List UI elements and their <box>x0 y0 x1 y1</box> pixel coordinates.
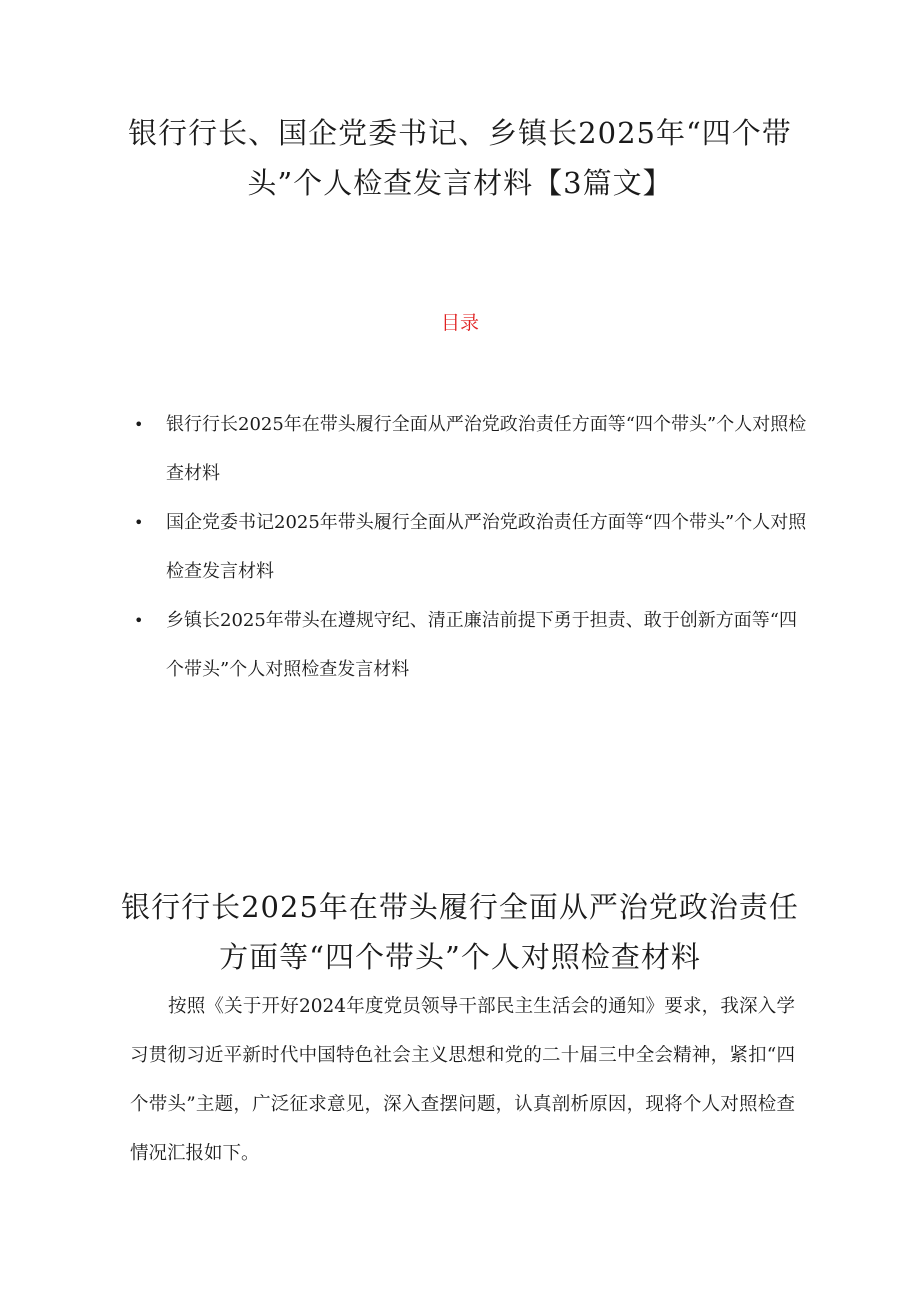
toc-item-label: 乡镇长2025年带头在遵规守纪、清正廉洁前提下勇于担责、敢于创新方面等“四个带头”个人对照检查发言材料 <box>166 610 798 680</box>
bullet-icon: • <box>134 611 144 630</box>
document-title: 银行行长、国企党委书记、乡镇长2025年“四个带头”个人检查发言材料【3篇文】 <box>128 116 792 200</box>
toc-item-3[interactable] <box>130 596 810 694</box>
bullet-icon: • <box>134 513 144 532</box>
toc-list <box>130 400 810 694</box>
toc-item-1[interactable] <box>130 400 810 498</box>
section-paragraph: 按照《关于开好2024年度党员领导干部民主生活会的通知》要求，我深入学习贯彻习近平新时代中国特色社会主义思想和党的二十届三中全会精神，紧扣“四个带头”主题，广泛征求意见，深入查摆问题，认真剖析原因，现将个人对照检查情况汇报如下。 <box>130 996 795 1164</box>
toc-item-label: 国企党委书记2025年带头履行全面从严治党政治责任方面等“四个带头”个人对照检查发言材料 <box>166 512 807 582</box>
toc-heading: 目录 <box>440 312 479 334</box>
section-title: 银行行长2025年在带头履行全面从严治党政治责任方面等“四个带头”个人对照检查材料 <box>121 890 799 974</box>
toc-item-2[interactable] <box>130 498 810 596</box>
bullet-icon: • <box>134 415 144 434</box>
toc-item-label: 银行行长2025年在带头履行全面从严治党政治责任方面等“四个带头”个人对照检查材料 <box>166 414 807 484</box>
